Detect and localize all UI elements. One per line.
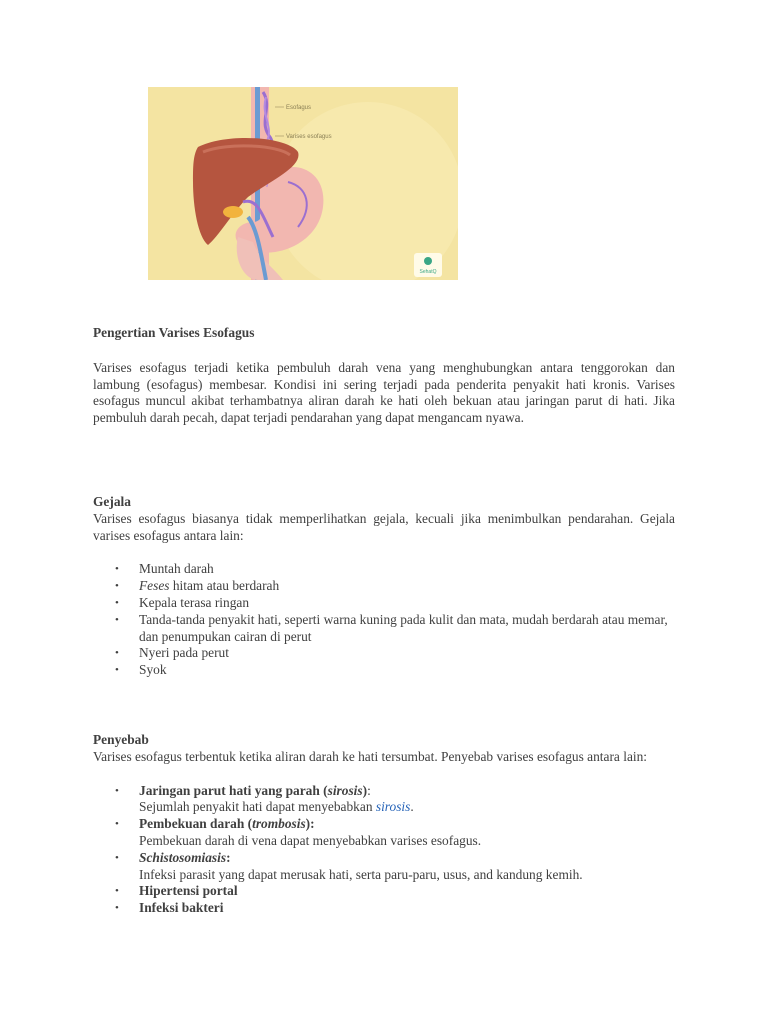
list-item: • Tanda-tanda penyakit hati, seperti warna kuning pada kulit dan mata, mudah berdarah atau memar, dan penumpukan cairan di perut: [115, 611, 668, 644]
bullet-icon: •: [115, 596, 119, 609]
bullet-icon: •: [115, 784, 119, 797]
bullet-icon: •: [115, 647, 119, 660]
list-item: • Nyeri pada perut: [115, 645, 229, 661]
bullet-icon: •: [115, 664, 119, 677]
gallbladder: [223, 206, 243, 218]
brand-logo-icon: [424, 257, 432, 265]
list-item: • Pembekuan darah (trombosis): Pembekuan darah di vena dapat menyebabkan varises esofagus.: [115, 816, 482, 848]
bullet-icon: •: [115, 580, 119, 593]
symptoms-heading: Gejala: [93, 494, 131, 509]
bullet-icon: •: [115, 885, 119, 898]
symptoms-section: [93, 494, 675, 679]
symptoms-paragraph: Varises esofagus biasanya tidak memperlihatkan gejala, kecuali jika menimbulkan pendarahan. Gejala varises esofagus antara lain:: [93, 510, 675, 543]
definition-paragraph: Varises esofagus terjadi ketika pembuluh darah vena yang menghubungkan antara tenggorokan dan lambung (esofagus) membesar. Kondisi ini sering terjadi pada penderita penyakit hati kronis. Varises esofagus muncul akibat terhambatnya aliran darah ke hati oleh bekuan atau jaringan parut di hati. Jika pembuluh darah pecah, dapat terjadi pendarahan yang dapat mengancam nyawa.: [93, 359, 675, 426]
bullet-icon: •: [115, 613, 119, 626]
list-item: • Schistosomiasis: Infeksi parasit yang dapat merusak hati, serta paru-paru, usus, and kandung kemih.: [115, 849, 583, 882]
causes-paragraph: Varises esofagus terbentuk ketika aliran darah ke hati tersumbat. Penyebab varises esofagus antara lain:: [93, 748, 648, 764]
list-item: • Syok: [115, 662, 167, 678]
list-item: • Jaringan parut hati yang parah (sirosis): Sejumlah penyakit hati dapat menyebabkan sirosis.: [115, 782, 414, 815]
varices-label: Varises esofagus: [286, 134, 332, 140]
sirosis-link[interactable]: sirosis: [375, 799, 411, 815]
list-item: • Feses hitam atau berdarah: [115, 578, 280, 594]
bullet-icon: •: [115, 563, 119, 576]
list-item: • Muntah darah: [115, 561, 214, 577]
bullet-icon: •: [115, 902, 119, 915]
symptoms-list: [93, 561, 675, 679]
varices-illustration: [148, 87, 458, 280]
list-item: • Infeksi bakteri: [115, 900, 224, 916]
definition-heading: Pengertian Varises Esofagus: [93, 325, 255, 340]
esophagus-label: Esofagus: [286, 105, 312, 111]
anatomy-figure: [148, 87, 458, 280]
brand-name: SehatQ: [419, 269, 437, 275]
bullet-icon: •: [115, 818, 119, 831]
causes-list: [93, 783, 675, 917]
definition-section: [93, 325, 675, 427]
causes-heading: Penyebab: [93, 732, 149, 747]
causes-section: [93, 732, 675, 917]
list-item: • Hipertensi portal: [115, 883, 238, 899]
bullet-icon: •: [115, 851, 119, 864]
list-item: • Kepala terasa ringan: [115, 594, 250, 610]
